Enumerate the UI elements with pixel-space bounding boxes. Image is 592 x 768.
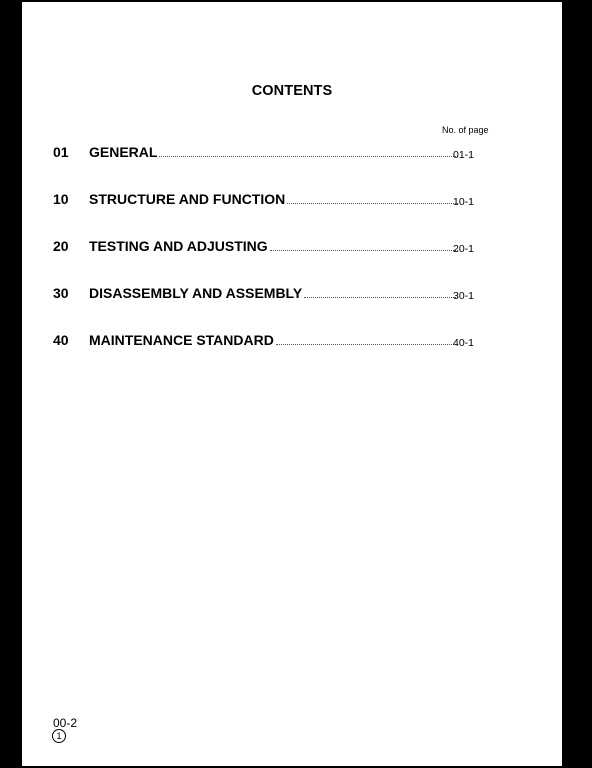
toc-entry-number: 40	[53, 332, 69, 348]
toc-entry-page: 01-1	[453, 149, 475, 161]
footer-page-number: 00-2	[53, 716, 78, 730]
dot-leader	[287, 202, 458, 204]
toc-entry-label: TESTING AND ADJUSTING	[89, 238, 268, 254]
toc-entry-label-wrap	[89, 332, 458, 348]
toc-entry-page: 20-1	[453, 243, 475, 255]
page-column-header: No. of page	[442, 125, 489, 135]
toc-entry-label-wrap	[89, 191, 458, 207]
toc-entry-structure-and-function[interactable]	[53, 189, 485, 209]
toc-entry-page: 30-1	[453, 290, 475, 302]
toc-entry-maintenance-standard[interactable]	[53, 330, 485, 350]
toc-entry-number: 10	[53, 191, 69, 207]
toc-entry-page: 40-1	[453, 337, 475, 349]
document-page	[22, 2, 562, 766]
page-title: CONTENTS	[251, 83, 333, 99]
toc-entry-label-wrap	[89, 285, 458, 301]
dot-leader	[270, 249, 458, 251]
toc-entry-label: GENERAL	[89, 144, 158, 160]
toc-entry-testing-and-adjusting[interactable]	[53, 236, 485, 256]
revision-mark: 1	[52, 729, 66, 743]
toc-entry-general[interactable]	[53, 142, 485, 162]
toc-entry-label: STRUCTURE AND FUNCTION	[89, 191, 286, 207]
dot-leader	[159, 155, 458, 157]
toc-entry-disassembly-and-assembly[interactable]	[53, 283, 485, 303]
toc-entry-page: 10-1	[453, 196, 475, 208]
toc-entry-number: 01	[53, 144, 69, 160]
toc-entry-label-wrap	[89, 144, 458, 160]
dot-leader	[276, 343, 458, 345]
toc-entry-number: 30	[53, 285, 69, 301]
toc-entry-label-wrap	[89, 238, 458, 254]
toc-entry-number: 20	[53, 238, 69, 254]
toc-entry-label: DISASSEMBLY AND ASSEMBLY	[89, 285, 303, 301]
dot-leader	[304, 296, 458, 298]
toc-entry-label: MAINTENANCE STANDARD	[89, 332, 274, 348]
